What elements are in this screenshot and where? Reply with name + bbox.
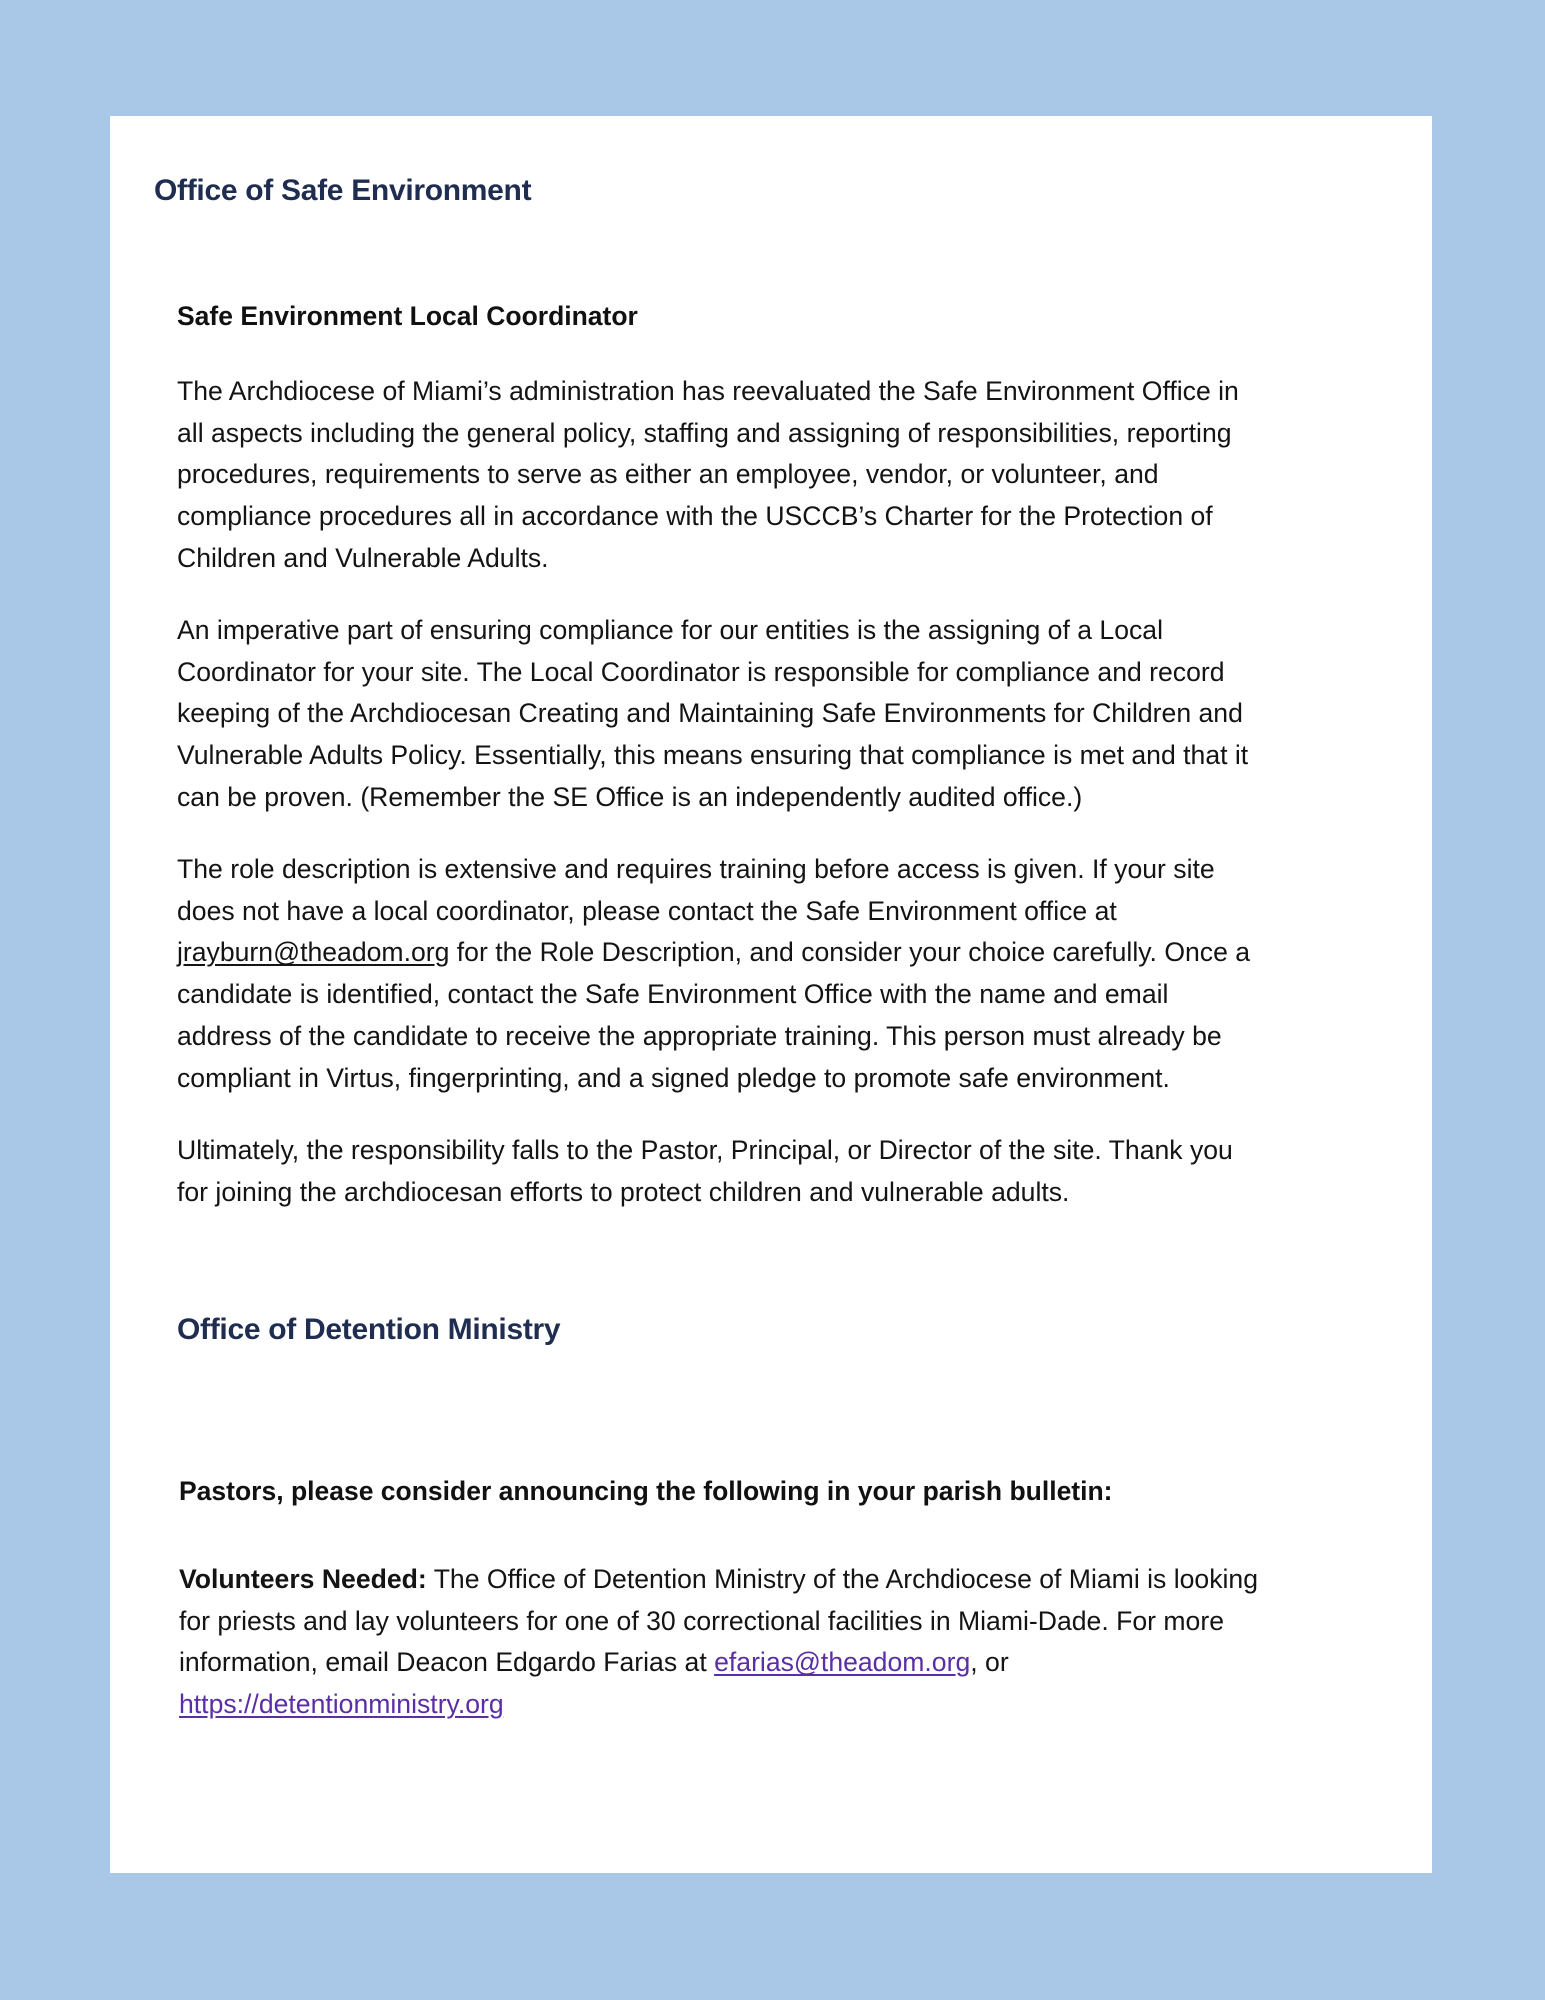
text-line: for priests and lay volunteers for one of 30 correctional facilities in Miami-Dade. For more bbox=[179, 1605, 1224, 1636]
text-line: The role description is extensive and requires training before access is given. If your site bbox=[177, 854, 1215, 884]
text-line: all aspects including the general policy, staffing and assigning of responsibilities, reporting bbox=[177, 417, 1232, 448]
website-link-detentionministry[interactable]: https://detentionministry.org bbox=[179, 1689, 504, 1720]
text-fragment: , or bbox=[970, 1647, 1009, 1678]
text-line bbox=[177, 932, 1377, 974]
text-line: Coordinator for your site. The Local Coordinator is responsible for compliance and record bbox=[177, 656, 1225, 687]
text-line: Vulnerable Adults Policy. Essentially, this means ensuring that compliance is met and that it bbox=[177, 740, 1249, 771]
paragraph-local-coordinator bbox=[177, 610, 1377, 819]
email-link-efarias[interactable]: efarias@theadom.org bbox=[714, 1647, 971, 1678]
paragraph-responsibility bbox=[177, 1130, 1377, 1213]
text-line: compliant in Virtus, fingerprinting, and a signed pledge to promote safe environment. bbox=[177, 1062, 1170, 1093]
text-line: compliance procedures all in accordance with the USCCB’s Charter for the Protection of bbox=[177, 501, 1213, 532]
volunteers-label: Volunteers Needed: bbox=[179, 1564, 427, 1594]
text-line bbox=[179, 1684, 1379, 1726]
paragraph-volunteers-needed bbox=[179, 1559, 1379, 1726]
text-line: candidate is identified, contact the Safe Environment Office with the name and email bbox=[177, 979, 1169, 1010]
text-line: An imperative part of ensuring compliance for our entities is the assigning of a Local bbox=[177, 615, 1163, 645]
text-line: Children and Vulnerable Adults. bbox=[177, 542, 549, 573]
text-fragment: for the Role Description, and consider your choice carefully. Once a bbox=[449, 937, 1251, 968]
subheading-local-coordinator: Safe Environment Local Coordinator bbox=[177, 301, 638, 331]
text-line: can be proven. (Remember the SE Office is an independently audited office.) bbox=[177, 781, 1083, 812]
announcement-instruction: Pastors, please consider announcing the following in your parish bulletin: bbox=[179, 1476, 1113, 1506]
section-heading-detention-ministry: Office of Detention Ministry bbox=[177, 1313, 561, 1346]
text-line: keeping of the Archdiocesan Creating and Maintaining Safe Environments for Children and bbox=[177, 698, 1243, 729]
paragraph-role-description bbox=[177, 849, 1377, 1099]
paragraph-administration bbox=[177, 371, 1377, 580]
section-heading-safe-environment: Office of Safe Environment bbox=[154, 174, 532, 207]
document-page bbox=[110, 116, 1432, 1873]
text-fragment: The Office of Detention Ministry of the Archdiocese of Miami is looking bbox=[426, 1564, 1258, 1594]
text-line: does not have a local coordinator, please contact the Safe Environment office at bbox=[177, 895, 1117, 926]
text-line bbox=[179, 1642, 1379, 1684]
text-line: address of the candidate to receive the appropriate training. This person must already be bbox=[177, 1020, 1222, 1051]
email-link-jrayburn[interactable]: jrayburn@theadom.org bbox=[177, 937, 450, 968]
text-line bbox=[179, 1559, 1379, 1601]
text-fragment: information, email Deacon Edgardo Farias at bbox=[179, 1647, 715, 1678]
text-line: for joining the archdiocesan efforts to protect children and vulnerable adults. bbox=[177, 1176, 1070, 1207]
text-line: Ultimately, the responsibility falls to the Pastor, Principal, or Director of the site. Thank you bbox=[177, 1135, 1233, 1165]
text-line: procedures, requirements to serve as either an employee, vendor, or volunteer, and bbox=[177, 459, 1159, 490]
text-line: The Archdiocese of Miami’s administration has reevaluated the Safe Environment Office in bbox=[177, 376, 1239, 406]
